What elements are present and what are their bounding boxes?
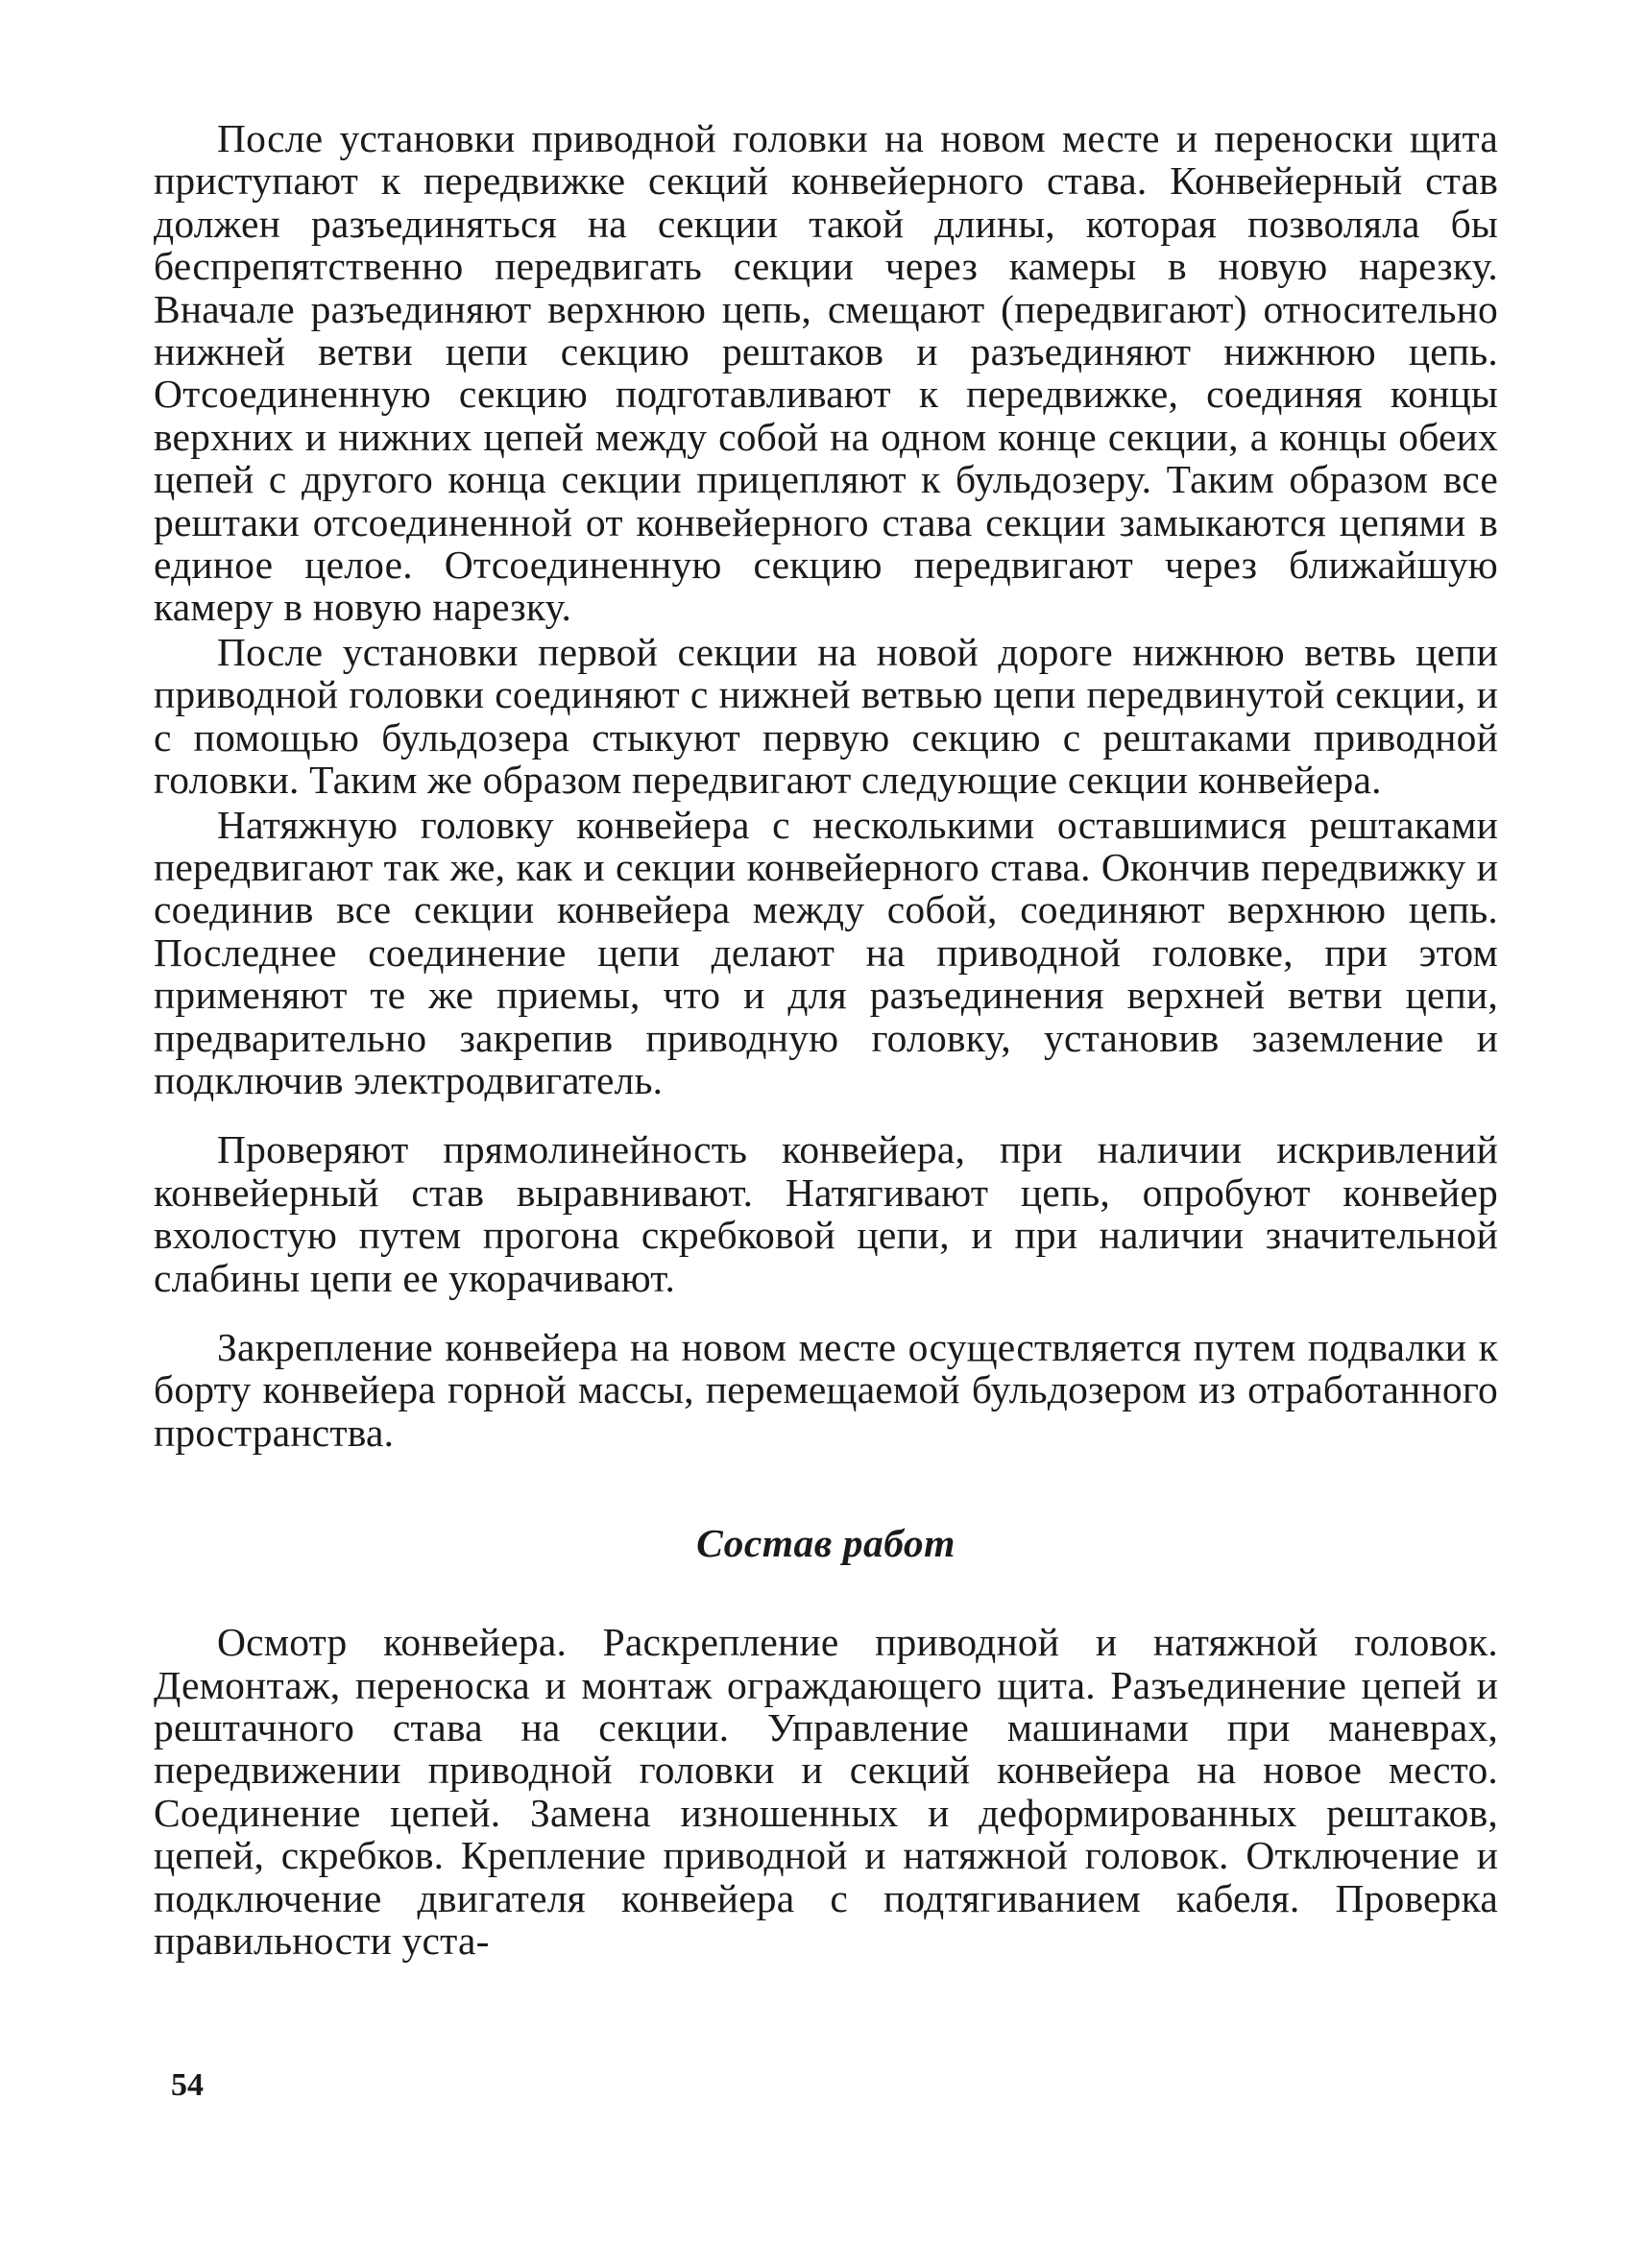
paragraph-first-section: После установки первой секции на новой дороге нижнюю ветвь цепи приводной головки соединяют с нижней ветвью цепи передвинутой секции, и с помощью бульдозера стыкуют первую секцию с рештаками приводной головки. Таким же образом передвигают следующие секции конвейера. bbox=[154, 629, 1498, 803]
section-heading: Состав работ bbox=[696, 1521, 956, 1566]
paragraph-tension-head: Натяжную головку конвейера с несколькими оставшимися рештаками передвигают так же, как и секции конвейерного става. Окончив передвижку и соединив все секции конвейера между собой, соединяют верхнюю цепь. Последнее соединение цепи делают на приводной головке, при этом применяют те же приемы, что и для разъединения верхней ветви цепи, предварительно закрепив приводную головку, установив заземление и подключив электродвигатель. bbox=[154, 802, 1498, 1102]
paragraph-section-shift: После установки приводной головки на новом месте и переноски щита приступают к передвижке секций конвейерного става. Конвейерный став должен разъединяться на секции такой длины, которая позволяла бы беспрепятственно передвигать секции через камеры в новую нарезку. Вначале разъединяют верхнюю цепь, смещают (передвигают) относительно нижней ветви цепи секцию рештаков и разъединяют нижнюю цепь. Отсоединенную секцию подготавливают к передвижке, соединяя концы верхних и нижних цепей между собой на одном конце секции, а концы обеих цепей с другого конца секции прицепляют к бульдозеру. Таким образом все рештаки отсоединенной от конвейерного става секции замыкаются цепями в единое целое. Отсоединенную секцию передвигают через ближайшую камеру в новую нарезку. bbox=[154, 116, 1498, 630]
page-body bbox=[154, 117, 1498, 1962]
page-number: 54 bbox=[171, 2067, 204, 2103]
paragraph-alignment-check: Проверяют прямолинейность конвейера, при наличии искривлений конвейерный став выравнивают. Натягивают цепь, опробуют конвейер вхолостую путем прогона скребковой цепи, и при наличии значительной слабины цепи ее укорачивают. bbox=[154, 1127, 1498, 1300]
paragraph-fixing: Закрепление конвейера на новом месте осуществляется путем подвалки к борту конвейера горной массы, перемещаемой бульдозером из отработанного пространства. bbox=[154, 1324, 1498, 1455]
paragraph-work-list: Осмотр конвейера. Раскрепление приводной и натяжной головок. Демонтаж, переноска и монтаж ограждающего щита. Разъединение цепей и рештачного става на секции. Управление машинами при маневрах, передвижении приводной головки и секций конвейера на новое место. Соединение цепей. Замена изношенных и деформированных рештаков, цепей, скребков. Крепление приводной и натяжной головок. Отключение и подключение двигателя конвейера с подтягиванием кабеля. Проверка правильности уста- bbox=[154, 1620, 1498, 1964]
